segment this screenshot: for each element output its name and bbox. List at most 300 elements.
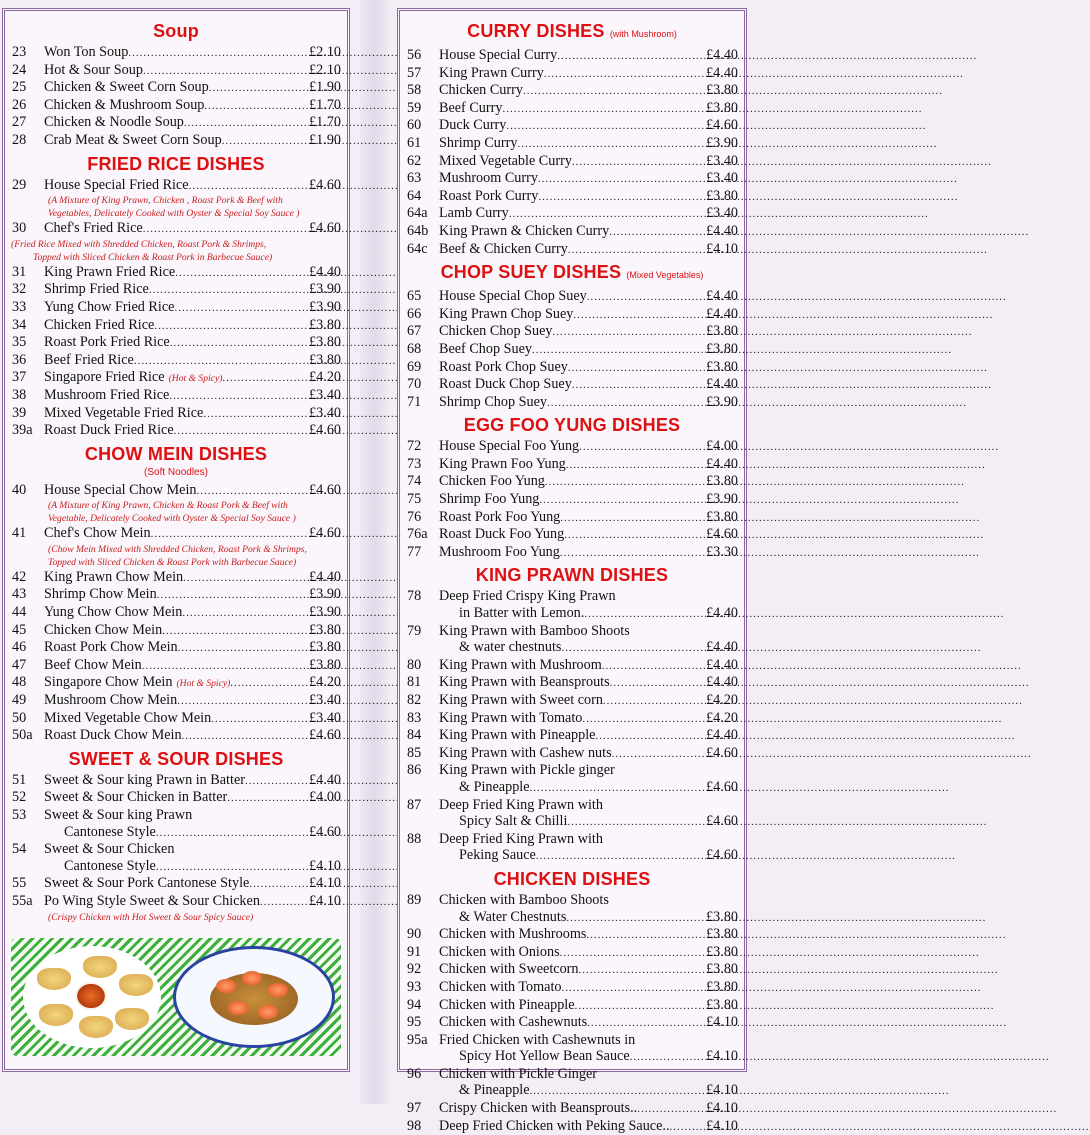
item-price: £3.80	[309, 639, 341, 656]
item-price: £4.40	[706, 288, 738, 305]
dot-leader	[182, 728, 310, 745]
item-line	[439, 831, 738, 848]
menu-item	[11, 62, 341, 80]
item-line	[439, 359, 738, 377]
dot-leader	[584, 606, 706, 623]
item-body	[44, 807, 341, 841]
dot-leader	[586, 927, 706, 944]
dot-leader	[182, 605, 309, 622]
item-name: Deep Fried King Prawn with	[439, 830, 603, 847]
dot-leader	[544, 66, 706, 83]
item-name-cont: & Water Chestnuts	[459, 908, 567, 925]
dot-leader	[539, 492, 706, 509]
prawn	[258, 1005, 278, 1019]
dot-leader	[156, 825, 309, 842]
item-name: Chicken Foo Yung	[439, 473, 545, 490]
item-name: Chicken & Mushroom Soup	[44, 96, 205, 113]
item-body	[44, 674, 341, 692]
item-number: 95a	[407, 1031, 428, 1048]
dot-leader	[149, 282, 309, 299]
item-price: £3.40	[309, 404, 341, 421]
dumpling	[39, 1004, 73, 1026]
item-body	[439, 153, 738, 171]
item-line	[439, 745, 738, 763]
item-name: Chicken with Cashewnuts	[439, 1014, 588, 1031]
right-column	[400, 11, 744, 1135]
menu-item	[11, 334, 341, 352]
food-photo-strip	[11, 938, 341, 1056]
item-number: 23	[12, 44, 27, 60]
menu-item	[406, 223, 738, 241]
dot-leader	[174, 423, 309, 440]
item-line	[44, 422, 341, 440]
item-name: Deep Fried Chicken with Peking Sauce..	[439, 1117, 670, 1134]
item-line	[439, 100, 738, 118]
item-number: 90	[407, 926, 422, 943]
item-number: 44	[12, 604, 27, 621]
item-line	[439, 170, 738, 188]
item-price: £4.10	[706, 240, 738, 257]
spicy-note: (Hot & Spicy)	[168, 373, 223, 385]
section-title	[406, 20, 738, 45]
dot-leader	[530, 1083, 707, 1100]
dot-leader	[578, 962, 706, 979]
item-line	[44, 281, 341, 299]
item-line	[439, 762, 738, 779]
dot-leader	[538, 189, 706, 206]
item-line	[439, 588, 738, 605]
item-number: 77	[407, 543, 422, 560]
item-name: House Special Chow Mein	[44, 481, 197, 498]
item-name: King Prawn with Cashew nuts	[439, 744, 612, 761]
dot-leader	[184, 115, 309, 132]
item-number: 96	[407, 1065, 422, 1082]
item-number: 92	[407, 961, 422, 978]
item-number: 72	[407, 438, 422, 455]
section-title	[406, 564, 738, 586]
item-body	[44, 352, 341, 370]
item-price: £1.90	[309, 79, 341, 96]
item-line	[439, 341, 738, 359]
item-body	[439, 323, 738, 341]
item-price: £4.40	[309, 263, 341, 280]
item-body	[44, 114, 341, 132]
menu-item	[406, 306, 738, 324]
item-body	[439, 1118, 738, 1135]
item-name: Roast Pork Chop Suey	[439, 358, 568, 375]
item-line	[439, 926, 738, 944]
item-number: 83	[407, 709, 422, 726]
dot-leader	[610, 675, 706, 692]
dot-leader	[227, 790, 309, 807]
item-line	[44, 657, 341, 675]
item-number: 25	[12, 79, 27, 96]
item-line	[44, 62, 341, 80]
item-name-cont: Peking Sauce	[459, 847, 536, 864]
item-body	[44, 710, 341, 728]
item-name: Sweet & Sour king Prawn	[44, 807, 193, 823]
item-line	[439, 544, 738, 562]
item-line	[439, 82, 738, 100]
menu-item	[11, 177, 341, 221]
menu-item	[11, 586, 341, 604]
item-body	[439, 65, 738, 83]
dot-leader	[637, 1101, 706, 1118]
dot-leader	[174, 300, 309, 317]
item-name: King Prawn & Chicken Curry	[439, 222, 610, 239]
item-body	[439, 727, 738, 745]
item-body	[439, 588, 738, 622]
item-name: House Special Foo Yung	[439, 438, 580, 455]
item-number: 76a	[407, 526, 428, 543]
item-number: 27	[12, 114, 27, 131]
item-name-cont: & Pineapple	[459, 778, 530, 795]
item-name: Deep Fried King Prawn with	[439, 796, 603, 813]
item-description: (Crispy Chicken with Hot Sweet & Sour Spicy Sauce)	[48, 911, 254, 923]
item-body	[44, 405, 341, 423]
menu-item	[406, 241, 738, 259]
menu-item	[406, 997, 738, 1015]
item-body	[439, 526, 738, 544]
menu-item	[406, 831, 738, 865]
item-name: Deep Fried Crispy King Prawn	[439, 588, 616, 605]
dot-leader	[553, 324, 707, 341]
item-number: 85	[407, 744, 422, 761]
section-title-text: CHOP SUEY DISHES	[440, 262, 622, 283]
item-line	[44, 264, 341, 282]
menu-item	[406, 979, 738, 997]
item-line	[439, 456, 738, 474]
item-number: 75	[407, 491, 422, 508]
item-body	[44, 334, 341, 352]
dipping-sauce-bowl	[75, 982, 107, 1010]
dot-leader	[204, 98, 309, 115]
item-description: Topped with Sliced Chicken & Roast Pork with Barbecue Sauce)	[48, 556, 297, 568]
item-line	[44, 893, 341, 911]
menu-page-left	[2, 8, 350, 1072]
item-number: 26	[12, 96, 27, 113]
item-name: King Prawn Foo Yung	[439, 455, 566, 472]
item-name: King Prawn with Tomato	[439, 709, 583, 726]
item-line-cont	[439, 639, 738, 657]
item-name: Roast Pork Foo Yung	[439, 508, 561, 525]
item-description: (Chow Mein Mixed with Shredded Chicken, Roast Pork & Shrimps,	[48, 543, 307, 555]
item-body	[44, 281, 341, 299]
item-body	[44, 482, 341, 526]
item-number: 64b	[407, 222, 429, 239]
item-name: Chicken with Pickle Ginger	[439, 1065, 598, 1082]
item-price: £4.40	[706, 305, 738, 322]
item-body	[439, 1014, 738, 1032]
item-price: £4.40	[309, 568, 341, 585]
item-number: 56	[407, 47, 422, 63]
item-price: £4.60	[309, 422, 341, 439]
item-price: £4.40	[706, 222, 738, 239]
item-description: Topped with Sliced Chicken & Roast Pork in Barbecue Sauce)	[33, 251, 273, 263]
dot-leader	[143, 63, 309, 80]
item-price: £4.10	[309, 857, 341, 874]
item-body	[44, 62, 341, 80]
page-fold	[360, 0, 388, 1104]
item-number: 80	[407, 656, 422, 673]
item-price: £3.40	[309, 709, 341, 726]
item-price: £4.20	[309, 674, 341, 691]
item-line	[44, 789, 341, 807]
item-number: 88	[407, 830, 422, 847]
dot-leader	[178, 640, 309, 657]
dot-leader	[557, 48, 706, 65]
item-price: £4.60	[706, 744, 738, 761]
item-line	[439, 892, 738, 909]
item-line	[44, 875, 341, 893]
dot-leader	[211, 711, 309, 728]
item-line	[439, 135, 738, 153]
dot-leader	[561, 980, 706, 997]
item-number: 84	[407, 727, 422, 744]
item-price: £3.80	[706, 473, 738, 490]
item-number: 55	[12, 875, 27, 892]
item-line	[44, 772, 341, 790]
item-price: £4.40	[706, 605, 738, 622]
dot-leader	[603, 693, 706, 710]
item-number: 33	[12, 298, 27, 315]
item-price: £3.80	[706, 943, 738, 960]
item-price: £3.90	[309, 298, 341, 315]
item-body	[439, 961, 738, 979]
menu-item	[11, 369, 341, 387]
item-name: Mixed Vegetable Curry	[439, 152, 572, 169]
item-price: £4.10	[309, 892, 341, 909]
menu-item	[406, 394, 738, 412]
item-number: 68	[407, 340, 422, 357]
item-name: Won Ton Soup	[44, 44, 129, 60]
menu-item	[406, 1118, 738, 1135]
item-body	[439, 892, 738, 926]
item-name: Yung Chow Chow Mein	[44, 604, 183, 621]
item-line-cont	[439, 605, 738, 623]
item-number: 57	[407, 64, 422, 81]
menu-item	[11, 299, 341, 317]
dot-leader	[222, 133, 309, 150]
item-number: 47	[12, 656, 27, 673]
item-line	[439, 674, 738, 692]
menu-item	[406, 727, 738, 745]
menu-item	[406, 473, 738, 491]
item-number: 97	[407, 1100, 422, 1117]
dot-leader	[567, 814, 706, 831]
item-body	[439, 491, 738, 509]
prawn	[242, 971, 262, 985]
item-name: King Prawn Fried Rice	[44, 263, 176, 280]
item-name: Crab Meat & Sweet Corn Soup	[44, 131, 222, 148]
item-price: £3.40	[706, 205, 738, 222]
dot-leader	[517, 136, 706, 153]
item-body	[44, 177, 341, 221]
item-name: King Prawn Chop Suey	[439, 305, 574, 322]
item-number: 76	[407, 508, 422, 525]
item-price: £4.40	[706, 656, 738, 673]
prawn	[268, 983, 288, 997]
dot-leader	[566, 910, 706, 927]
item-name: Beef Chow Mein	[44, 656, 142, 673]
item-line	[439, 65, 738, 83]
section-title-text: CURRY DISHES	[467, 21, 605, 41]
item-line-cont	[44, 824, 341, 842]
item-line	[439, 205, 738, 223]
item-line	[439, 944, 738, 962]
menu-item	[11, 875, 341, 893]
item-number: 65	[407, 288, 422, 305]
item-body	[44, 44, 341, 62]
item-description: (Fried Rice Mixed with Shredded Chicken, Roast Pork & Shrimps,	[11, 238, 267, 250]
item-line	[439, 509, 738, 527]
item-number: 64a	[407, 205, 428, 222]
item-body	[439, 359, 738, 377]
item-price: £2.10	[309, 61, 341, 78]
section-title	[11, 20, 341, 42]
item-body	[439, 188, 738, 206]
item-number: 24	[12, 61, 27, 78]
item-price: £4.20	[706, 692, 738, 708]
item-number: 61	[407, 134, 422, 151]
spicy-note: (Hot & Spicy)	[176, 678, 231, 690]
item-line	[439, 1118, 738, 1135]
menu-item	[406, 491, 738, 509]
item-number: 48	[12, 674, 27, 691]
dot-leader	[670, 1119, 707, 1135]
item-body	[439, 979, 738, 997]
item-name-cont: Cantonese Style	[64, 823, 156, 840]
dot-leader	[582, 711, 706, 728]
item-name: Chicken Fried Rice	[44, 316, 155, 333]
item-line	[439, 223, 738, 241]
item-body	[44, 875, 341, 893]
menu-item	[406, 82, 738, 100]
item-number: 73	[407, 455, 422, 472]
section-title-text: CHICKEN DISHES	[493, 868, 651, 889]
dot-leader	[575, 998, 707, 1015]
item-name: Beef Curry	[439, 99, 503, 116]
item-price: £2.10	[309, 44, 341, 60]
item-body	[439, 692, 738, 710]
item-number: 59	[407, 99, 422, 116]
dot-leader	[154, 318, 309, 335]
menu-item	[11, 44, 341, 62]
menu-item	[406, 692, 738, 710]
item-number: 54	[12, 841, 27, 858]
item-name: Shrimp Chow Mein	[44, 586, 157, 603]
item-number: 63	[407, 170, 422, 187]
section-title	[11, 443, 341, 465]
dot-leader	[249, 876, 309, 893]
item-number: 43	[12, 586, 27, 603]
dot-leader	[566, 457, 706, 474]
dot-leader	[547, 395, 706, 412]
item-line	[439, 241, 738, 259]
menu-item	[406, 961, 738, 979]
item-price: £3.80	[309, 351, 341, 368]
menu-item	[406, 205, 738, 223]
menu-item	[11, 604, 341, 622]
item-name: Chicken with Pineapple	[439, 996, 575, 1013]
menu-item	[11, 893, 341, 924]
item-price: £4.60	[309, 727, 341, 744]
item-body	[44, 79, 341, 97]
item-name: King Prawn with Pineapple	[439, 727, 596, 744]
item-number: 32	[12, 281, 27, 298]
item-price: £4.60	[706, 526, 738, 543]
item-line	[439, 117, 738, 135]
item-line	[44, 674, 341, 692]
item-body	[439, 241, 738, 259]
menu-item	[406, 288, 738, 306]
item-body	[439, 944, 738, 962]
item-price: £4.60	[706, 778, 738, 795]
item-line	[44, 369, 341, 387]
item-name: King Prawn Curry	[439, 64, 544, 81]
item-number: 51	[12, 771, 27, 788]
menu-item	[11, 569, 341, 587]
dot-leader	[142, 658, 309, 675]
item-name: Chicken Chow Mein	[44, 621, 163, 638]
menu-item	[406, 153, 738, 171]
item-price: £3.80	[706, 996, 738, 1013]
item-price: £3.40	[706, 170, 738, 187]
menu-item	[406, 188, 738, 206]
item-number: 52	[12, 789, 27, 806]
item-line	[44, 710, 341, 728]
item-line	[44, 482, 341, 500]
item-number: 66	[407, 305, 422, 322]
menu-item	[11, 281, 341, 299]
item-price: £3.80	[706, 358, 738, 375]
item-name: Beef & Chicken Curry	[439, 240, 568, 257]
item-price: £4.10	[309, 875, 341, 892]
item-body	[44, 841, 341, 875]
menu-item	[11, 79, 341, 97]
menu-item	[11, 674, 341, 692]
dot-leader	[197, 483, 310, 500]
menu-item	[406, 100, 738, 118]
item-body	[439, 47, 738, 65]
item-name: Chicken Chop Suey	[439, 323, 553, 340]
menu-item	[11, 264, 341, 282]
item-line	[439, 1100, 738, 1118]
item-body	[44, 639, 341, 657]
item-number: 40	[12, 481, 27, 498]
item-number: 31	[12, 263, 27, 280]
item-description: Vegetables, Delicately Cooked with Oyster & Special Soy Sauce )	[48, 208, 300, 220]
item-name: King Prawn with Beansprouts	[439, 674, 610, 691]
dot-leader	[222, 370, 309, 387]
item-body	[439, 797, 738, 831]
item-price: £4.40	[706, 639, 738, 656]
item-price: £4.00	[309, 789, 341, 806]
menu-item	[11, 841, 341, 875]
item-line	[439, 47, 738, 65]
item-name-cont: Spicy Salt & Chilli	[459, 813, 568, 830]
dot-leader	[230, 675, 309, 692]
item-number: 30	[12, 220, 27, 237]
item-price: £4.60	[309, 525, 341, 542]
dot-leader	[572, 377, 706, 394]
menu-item	[406, 456, 738, 474]
item-body	[44, 525, 341, 569]
menu-item	[11, 482, 341, 526]
item-name: Mixed Vegetable Chow Mein	[44, 709, 212, 726]
item-name: Mushroom Fried Rice	[44, 386, 170, 403]
item-number: 58	[407, 82, 422, 99]
